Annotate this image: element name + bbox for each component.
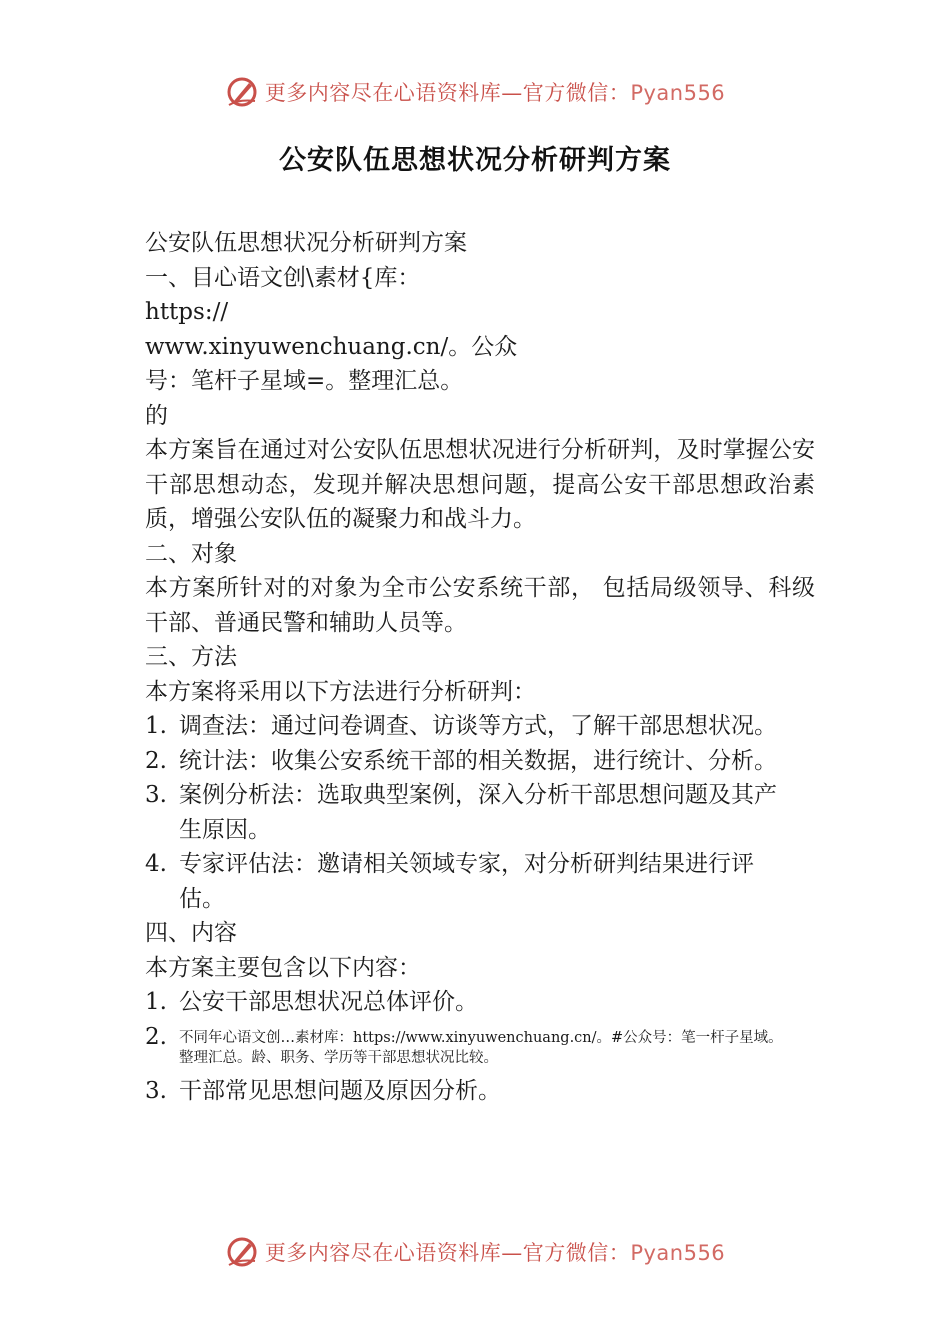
section-heading-1: 一、目心语文创\素材{库： bbox=[145, 264, 421, 291]
section-heading-4: 四、内容 bbox=[145, 920, 237, 946]
list-number: 2. bbox=[145, 1023, 167, 1050]
list-item bbox=[145, 744, 785, 779]
list-number: 1. bbox=[145, 713, 167, 739]
list-item bbox=[145, 709, 785, 744]
content-intro: 本方案主要包含以下内容： bbox=[145, 954, 421, 981]
section-heading-2: 二、对象 bbox=[145, 540, 237, 567]
list-number: 3. bbox=[145, 1077, 167, 1104]
header-banner bbox=[0, 72, 950, 112]
document-body bbox=[145, 226, 825, 1108]
banner-text: 更多内容尽在心语资料库—官方微信：Pyan556 bbox=[264, 81, 726, 105]
list-item bbox=[145, 778, 785, 847]
doc-subtitle: 公安队伍思想状况分析研判方案 bbox=[145, 230, 467, 256]
list-text: 调查法：通过问卷调查、访谈等方式，了解干部思想状况。 bbox=[179, 713, 777, 739]
method-intro: 本方案将采用以下方法进行分析研判： bbox=[145, 678, 536, 705]
list-item bbox=[145, 1020, 785, 1074]
banner-wechat: Pyan556 bbox=[630, 81, 726, 105]
list-number: 3. bbox=[145, 782, 167, 808]
list-item bbox=[145, 1074, 785, 1109]
purpose-paragraph: 本方案旨在通过对公安队伍思想状况进行分析研判，及时掌握公安干部思想动态，发现并解决思想问题，提高公安干部思想政治素质，增强公安队伍的凝聚力和战斗力。 bbox=[145, 437, 815, 532]
list-item bbox=[145, 847, 785, 916]
list-text: 统计法：收集公安系统干部的相关数据，进行统计、分析。 bbox=[179, 747, 777, 774]
banner-wechat: Pyan556 bbox=[630, 1241, 726, 1265]
list-text: 案例分析法：选取典型案例，深入分析干部思想问题及其产生原因。 bbox=[179, 782, 777, 843]
pen-logo-icon bbox=[225, 75, 259, 109]
list-number: 4. bbox=[145, 851, 167, 877]
url-line-2: www.xinyuwenchuang.cn/。公众 bbox=[145, 333, 518, 360]
url-line-1: https:// bbox=[145, 299, 229, 325]
target-paragraph: 本方案所针对的对象为全市公安系统干部， 包括局级领导、科级干部、普通民警和辅助人员等。 bbox=[145, 575, 815, 636]
document-title: 公安队伍思想状况分析研判方案 bbox=[279, 145, 671, 176]
section-heading-3: 三、方法 bbox=[145, 644, 237, 670]
account-line: 号：笔杆子星域=。整理汇总。 bbox=[145, 368, 464, 394]
list-item bbox=[145, 985, 785, 1020]
fragment-line: 的 bbox=[145, 402, 168, 429]
list-number: 1. bbox=[145, 989, 167, 1015]
list-text: 公安干部思想状况总体评价。 bbox=[179, 989, 478, 1015]
pen-logo-icon bbox=[225, 1235, 259, 1269]
footer-banner bbox=[0, 1232, 950, 1272]
list-text: 不同年心语文创…素材库：https://www.xinyuwenchuang.cn/。#公众号：笔一杆子星域。整理汇总。龄、职务、学历等干部思想状况比较。 bbox=[179, 1029, 783, 1066]
list-text: 干部常见思想问题及原因分析。 bbox=[179, 1077, 501, 1104]
list-number: 2. bbox=[145, 747, 167, 774]
list-text: 专家评估法：邀请相关领域专家，对分析研判结果进行评估。 bbox=[179, 851, 754, 912]
banner-text: 更多内容尽在心语资料库—官方微信：Pyan556 bbox=[264, 1241, 726, 1265]
